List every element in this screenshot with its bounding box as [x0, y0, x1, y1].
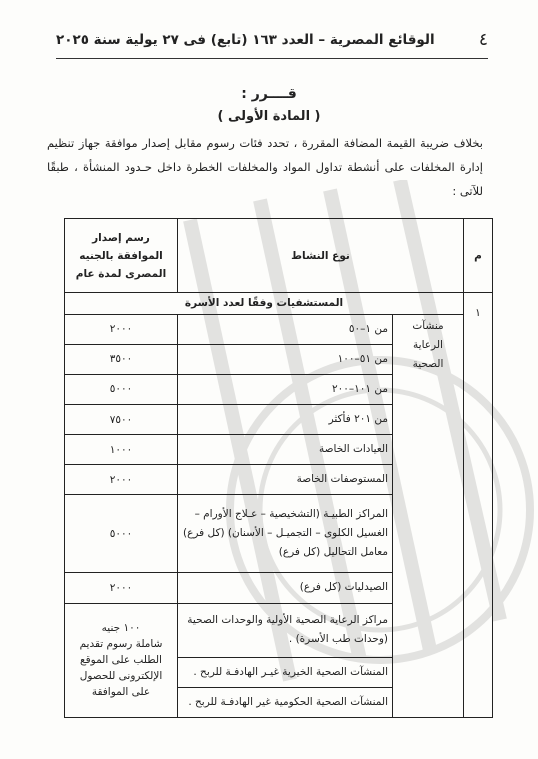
fee-cell: ٥٠٠٠ — [65, 495, 178, 573]
activity-cell: من ١٠١–٢٠٠ — [178, 374, 393, 404]
medical-centers-text: المراكز الطبيـة (التشخيصية – عـلاج الأورام – الغسيل الكلوى – التجميـل – الأسنان) (كل فرع) — [183, 508, 388, 540]
fee-cell: ٣٥٠٠ — [65, 344, 178, 374]
table-row — [65, 314, 493, 344]
activity-cell: الصيدليات (كل فرع) — [178, 573, 393, 603]
fee-cell: ٢٠٠٠ — [65, 465, 178, 495]
activity-cell: العيادات الخاصة — [178, 435, 393, 465]
fee-cell: ٥٠٠٠ — [65, 374, 178, 404]
header-fee: رسم إصدار الموافقة بالجنيه المصرى لمدة عام — [65, 219, 178, 293]
row-number: ١ — [464, 293, 493, 718]
intro-paragraph: بخلاف ضريبة القيمة المضافة المقررة ، تحدد فئات رسوم مقابل إصدار موافقة جهاز تنظيم إدارة المخلفات على أنشطة تداول المواد والمخلفات الخطرة داخل حـدود المنشأة ، طبقًا للآتى : — [47, 136, 483, 198]
activity-cell: المنشآت الصحية الحكومية غير الهادفـة للربح . — [178, 687, 393, 717]
article-title: ( المادة الأولى ) — [217, 109, 321, 124]
activity-cell: المنشآت الصحية الخيرية غيـر الهادفـة للربح . — [178, 657, 393, 687]
decree-title: قــــرر : — [241, 86, 297, 102]
hospitals-subheader-row — [65, 293, 493, 314]
fee-cell: ٧٥٠٠ — [65, 404, 178, 434]
hospitals-subheader: المستشفيات وفقًا لعدد الأسرة — [65, 293, 464, 314]
activity-cell: المستوصفات الخاصة — [178, 465, 393, 495]
header-divider — [56, 58, 488, 59]
shared-fee-cell — [65, 603, 178, 717]
fee-cell: ٢٠٠٠ — [65, 314, 178, 344]
shared-fee-amount: ١٠٠ جنيه — [101, 622, 141, 635]
page-header — [56, 30, 488, 54]
header-number: م — [464, 219, 493, 293]
gazette-header: الوقائع المصرية – العدد ١٦٣ (تابع) فى ٢٧ يولية سنة ٢٠٢٥ — [56, 32, 435, 48]
activity-cell: من ٢٠١ فأكثر — [178, 404, 393, 434]
page-number: ٤ — [478, 30, 488, 50]
fee-cell: ٢٠٠٠ — [65, 573, 178, 603]
header-activity-type: نوع النشاط — [178, 219, 464, 293]
shared-fee-note: شاملة رسوم تقديم الطلب على الموقع الإلكترونى للحصول على الموافقة — [79, 638, 163, 699]
activity-cell: من ٥١–١٠٠ — [178, 344, 393, 374]
activity-cell: مراكز الرعاية الصحية الأولية والوحدات الصحية (وحدات طب الأسرة) . — [178, 603, 393, 657]
labs-text: معامل التحاليل (كل فرع) — [278, 546, 388, 559]
fees-table — [64, 218, 493, 718]
category-label: منشآت الرعاية الصحية — [393, 314, 464, 717]
activity-cell — [178, 495, 393, 573]
activity-cell: من ١–٥٠ — [178, 314, 393, 344]
fee-cell: ١٠٠٠ — [65, 435, 178, 465]
table-header-row — [65, 219, 493, 293]
